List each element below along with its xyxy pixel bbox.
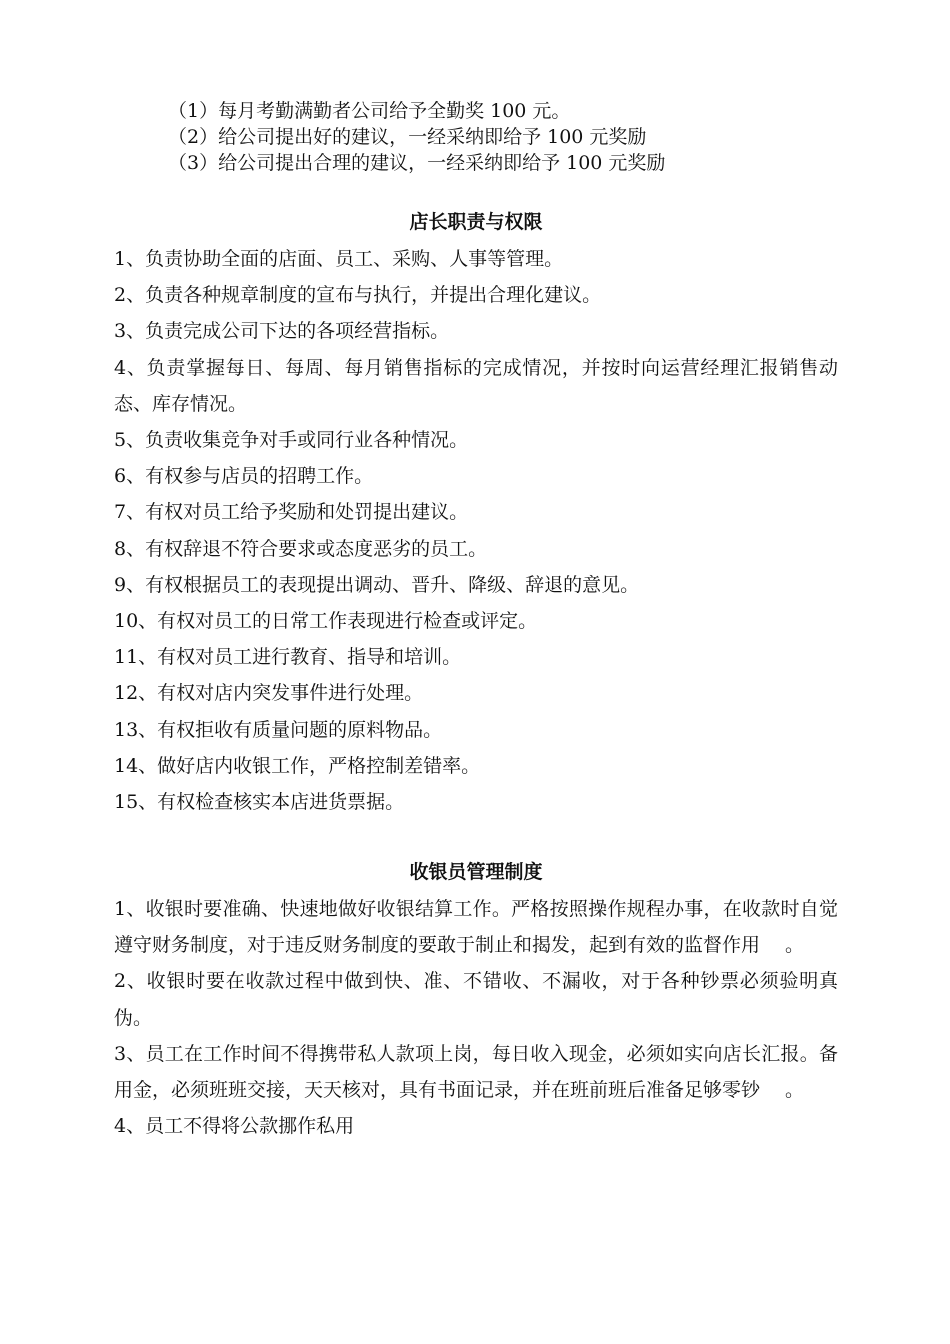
manager-duty-item: 11、有权对员工进行教育、指导和培训。 bbox=[114, 646, 462, 669]
manager-duty-item: 12、有权对店内突发事件进行处理。 bbox=[114, 682, 424, 705]
cashier-rule-item: 2、收银时要在收款过程中做到快、准、不错收、不漏收，对于各种钞票必须验明真伪。 bbox=[114, 970, 838, 1029]
manager-duty-item: 4、负责掌握每日、每周、每月销售指标的完成情况，并按时向运营经理汇报销售动态、库存情况。 bbox=[114, 356, 838, 415]
manager-duty-item: 6、有权参与店员的招聘工作。 bbox=[114, 465, 374, 488]
manager-duty-item: 8、有权辞退不符合要求或态度恶劣的员工。 bbox=[114, 537, 488, 560]
manager-section-title: 店长职责与权限 bbox=[409, 211, 543, 233]
rewards-list bbox=[168, 98, 868, 176]
manager-duty-item: 1、负责协助全面的店面、员工、采购、人事等管理。 bbox=[114, 248, 564, 270]
manager-duties-list bbox=[114, 241, 838, 820]
cashier-rule-item: 3、员工在工作时间不得携带私人款项上岗，每日收入现金，必须如实向店长汇报。备用金，必须班班交接，天天核对，具有书面记录，并在班前班后准备足够零钞 。 bbox=[114, 1042, 838, 1102]
manager-duty-item: 9、有权根据员工的表现提出调动、晋升、降级、辞退的意见。 bbox=[114, 573, 640, 596]
manager-duty-item: 10、有权对员工的日常工作表现进行检查或评定。 bbox=[114, 610, 538, 633]
manager-duty-item: 15、有权检查核实本店进货票据。 bbox=[114, 791, 405, 814]
manager-duty-item: 3、负责完成公司下达的各项经营指标。 bbox=[114, 320, 450, 343]
manager-duty-item: 7、有权对员工给予奖励和处罚提出建议。 bbox=[114, 501, 469, 524]
manager-duty-item: 14、做好店内收银工作，严格控制差错率。 bbox=[114, 754, 481, 777]
reward-item: （2）给公司提出好的建议，一经采纳即给予 100 元奖励 bbox=[168, 126, 647, 148]
manager-duty-item: 5、负责收集竞争对手或同行业各种情况。 bbox=[114, 429, 469, 452]
cashier-rules-list bbox=[114, 891, 838, 1144]
cashier-rule-item: 1、收银时要准确、快速地做好收银结算工作。严格按照操作规程办事，在收款时自觉遵守财务制度，对于违反财务制度的要敢于制止和揭发，起到有效的监督作用 。 bbox=[114, 898, 838, 957]
reward-item: （3）给公司提出合理的建议，一经采纳即给予 100 元奖励 bbox=[168, 152, 666, 174]
cashier-section-title: 收银员管理制度 bbox=[409, 861, 543, 883]
manager-duty-item: 13、有权拒收有质量问题的原料物品。 bbox=[114, 718, 443, 741]
cashier-rule-item: 4、员工不得将公款挪作私用 bbox=[114, 1115, 355, 1138]
manager-duty-item: 2、负责各种规章制度的宣布与执行，并提出合理化建议。 bbox=[114, 284, 602, 307]
reward-item: （1）每月考勤满勤者公司给予全勤奖 100 元。 bbox=[168, 100, 571, 122]
